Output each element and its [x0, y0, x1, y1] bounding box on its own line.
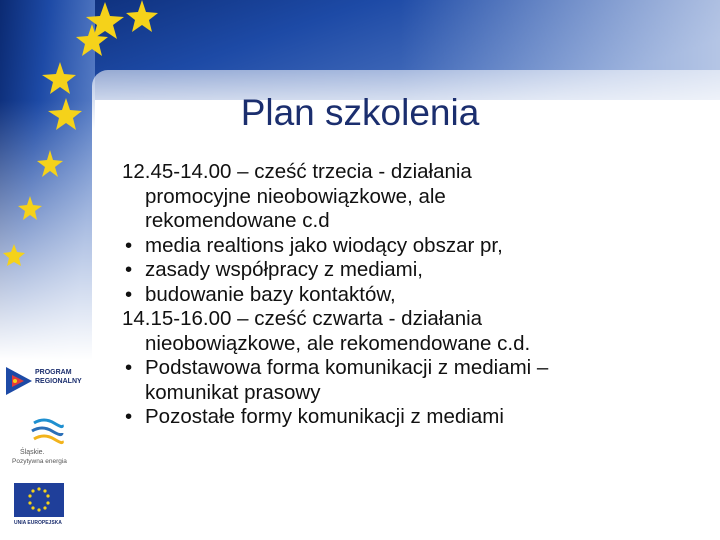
- bullet-icon: •: [125, 258, 133, 281]
- bullet-text: budowanie bazy kontaktów,: [145, 282, 396, 306]
- bullet-icon: •: [125, 356, 133, 379]
- bullet-icon: •: [125, 405, 133, 428]
- section-heading-continuation: rekomendowane c.d: [145, 209, 330, 232]
- slaskie-logo-mark-icon: [30, 417, 64, 447]
- bullet-item: [122, 356, 692, 381]
- bullet-item: [122, 258, 692, 283]
- section-heading: 12.45-14.00 – cześć trzecia - działania: [122, 160, 472, 183]
- bullet-item: [122, 405, 692, 430]
- section-heading-continuation: nieobowiązkowe, ale rekomendowane c.d.: [145, 331, 531, 355]
- slide-content: [122, 160, 692, 430]
- section-heading-continuation: promocyjne nieobowiązkowe, ale: [145, 184, 446, 208]
- slide-title: Plan szkolenia: [240, 92, 480, 133]
- section-heading: 14.15-16.00 – cześć czwarta - działania: [122, 307, 483, 330]
- eu-logo-line1: UNIA EUROPEJSKA: [14, 520, 62, 526]
- eu-flag-icon: [14, 483, 64, 517]
- slaskie-logo-line2: Pozytywna energia: [12, 458, 67, 465]
- bullet-text: zasady współpracy z mediami,: [145, 258, 423, 281]
- slaskie-logo: [8, 417, 78, 471]
- bullet-text: media realtions jako wiodący obszar pr,: [145, 233, 503, 257]
- program-logo-mark-icon: [6, 367, 32, 395]
- sponsor-logos: [0, 355, 80, 540]
- bullet-icon: •: [125, 282, 133, 306]
- bullet-text: Pozostałe formy komunikacji z mediami: [145, 405, 504, 428]
- eu-logo: [14, 483, 70, 537]
- program-logo-line1: PROGRAM: [35, 369, 72, 376]
- program-logo-line2: REGIONALNY: [35, 378, 82, 385]
- slaskie-logo-line1: Śląskie.: [20, 449, 45, 456]
- bullet-item: [122, 283, 692, 308]
- program-regionalny-logo: [6, 365, 80, 399]
- bullet-text: Podstawowa forma komunikacji z mediami –: [145, 356, 549, 379]
- bullet-item: [122, 234, 692, 259]
- bullet-text-continuation: komunikat prasowy: [145, 380, 321, 404]
- bullet-icon: •: [125, 233, 133, 257]
